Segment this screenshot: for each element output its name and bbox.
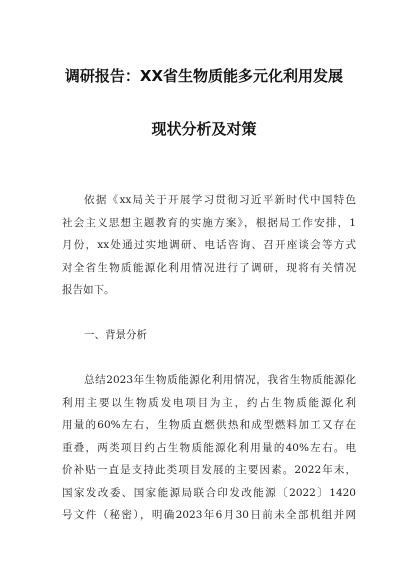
document-title-line-2: 现状分析及对策 xyxy=(151,120,257,138)
section-heading-block xyxy=(62,324,356,347)
intro-line: 依据《xx局关于开展学习贯彻习近平新时代中国特色 xyxy=(84,194,356,206)
document-title-line-1: 调研报告：XX省生物质能多元化利用发展 xyxy=(64,67,344,85)
body-line: 号文件（秘密），明确2023年6月30日前未全部机组并网 xyxy=(62,509,356,521)
body-line: 总结2023年生物质能源化利用情况，我省生物质能源化 xyxy=(84,374,356,386)
section-heading: 一、背景分析 xyxy=(84,329,147,341)
body-line: 利用主要以生物质发电项目为主，约占生物质能源化利 xyxy=(62,396,356,409)
intro-line: 对全省生物质能源化利用情况进行了调研，现将有关情况 xyxy=(62,261,356,274)
body-paragraph xyxy=(62,369,356,527)
body-line: 用量的60%左右，生物质直燃供热和成型燃料加工又存在 xyxy=(62,419,356,431)
intro-line: 月份，xx处通过实地调研、电话咨询、召开座谈会等方式 xyxy=(62,239,356,251)
body-line: 重叠，两类项目约占生物质能源化利用量的40%左右。电 xyxy=(62,441,356,454)
intro-line: 社会主义思想主题教育的实施方案》，根据局工作安排，1 xyxy=(62,216,356,229)
intro-line: 报告如下。 xyxy=(62,284,115,296)
body-line: 价补贴一直是支持此类项目发展的主要因素。2022年末， xyxy=(62,464,356,476)
intro-paragraph xyxy=(62,189,356,302)
body-line: 国家发改委、国家能源局联合印发改能源〔2022〕1420 xyxy=(62,486,356,499)
